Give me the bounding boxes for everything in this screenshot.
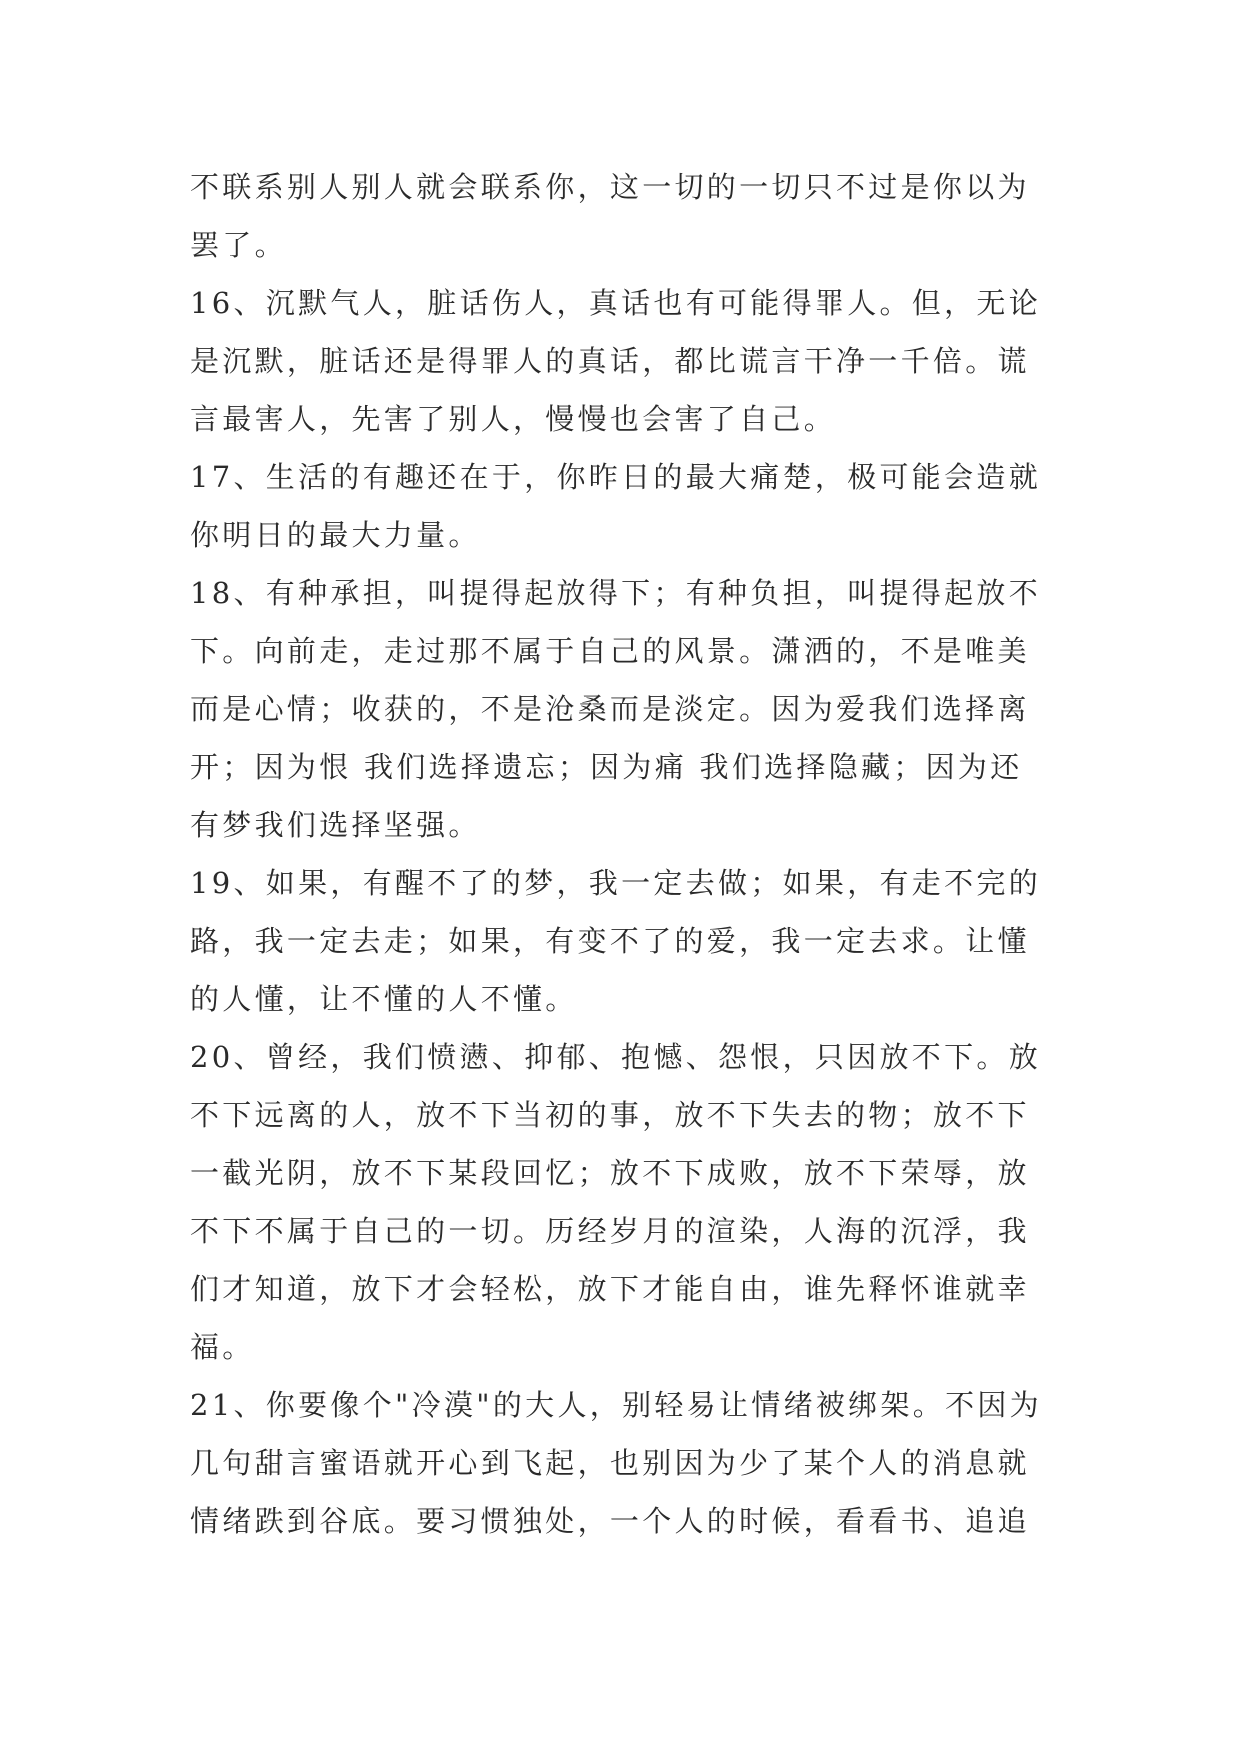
- text-line: 下。向前走，走过那不属于自己的风景。潇洒的，不是唯美: [190, 634, 1030, 668]
- text-line: 你明日的最大力量。: [190, 518, 481, 552]
- text-line: 路，我一定去走；如果，有变不了的爱，我一定去求。让懂: [190, 924, 1030, 958]
- text-line: 18、有种承担，叫提得起放得下；有种负担，叫提得起放不: [190, 576, 1042, 610]
- text-line: 言最害人，先害了别人，慢慢也会害了自己。: [190, 402, 837, 436]
- text-line: 而是心情；收获的，不是沧桑而是淡定。因为爱我们选择离: [190, 692, 1030, 726]
- text-line: 一截光阴，放不下某段回忆；放不下成败，放不下荣辱，放: [190, 1156, 1030, 1190]
- text-line: 几句甜言蜜语就开心到飞起，也别因为少了某个人的消息就: [190, 1446, 1030, 1480]
- text-line: 17、生活的有趣还在于，你昨日的最大痛楚，极可能会造就: [190, 460, 1042, 494]
- text-line: 不联系别人别人就会联系你，这一切的一切只不过是你以为: [190, 170, 1030, 204]
- text-line: 情绪跌到谷底。要习惯独处，一个人的时候，看看书、追追: [190, 1504, 1030, 1538]
- text-line: 20、曾经，我们愤懑、抑郁、抱憾、怨恨，只因放不下。放: [190, 1040, 1042, 1074]
- text-line: 们才知道，放下才会轻松，放下才能自由，谁先释怀谁就幸: [190, 1272, 1030, 1306]
- text-line: 是沉默，脏话还是得罪人的真话，都比谎言干净一千倍。谎: [190, 344, 1030, 378]
- text-line: 开；因为恨 我们选择遗忘；因为痛 我们选择隐藏；因为还: [190, 750, 1023, 784]
- document-body: [190, 158, 1060, 1550]
- text-line: 有梦我们选择坚强。: [190, 808, 481, 842]
- text-line: 的人懂，让不懂的人不懂。: [190, 982, 578, 1016]
- text-line: 福。: [190, 1330, 255, 1364]
- text-line: 不下不属于自己的一切。历经岁月的渲染，人海的沉浮，我: [190, 1214, 1030, 1248]
- text-line: 19、如果，有醒不了的梦，我一定去做；如果，有走不完的: [190, 866, 1042, 900]
- text-line: 16、沉默气人，脏话伤人，真话也有可能得罪人。但，无论: [190, 286, 1042, 320]
- text-line: 不下远离的人，放不下当初的事，放不下失去的物；放不下: [190, 1098, 1030, 1132]
- text-line: 罢了。: [190, 228, 287, 262]
- text-line: 21、你要像个"冷漠"的大人，别轻易让情绪被绑架。不因为: [190, 1388, 1042, 1422]
